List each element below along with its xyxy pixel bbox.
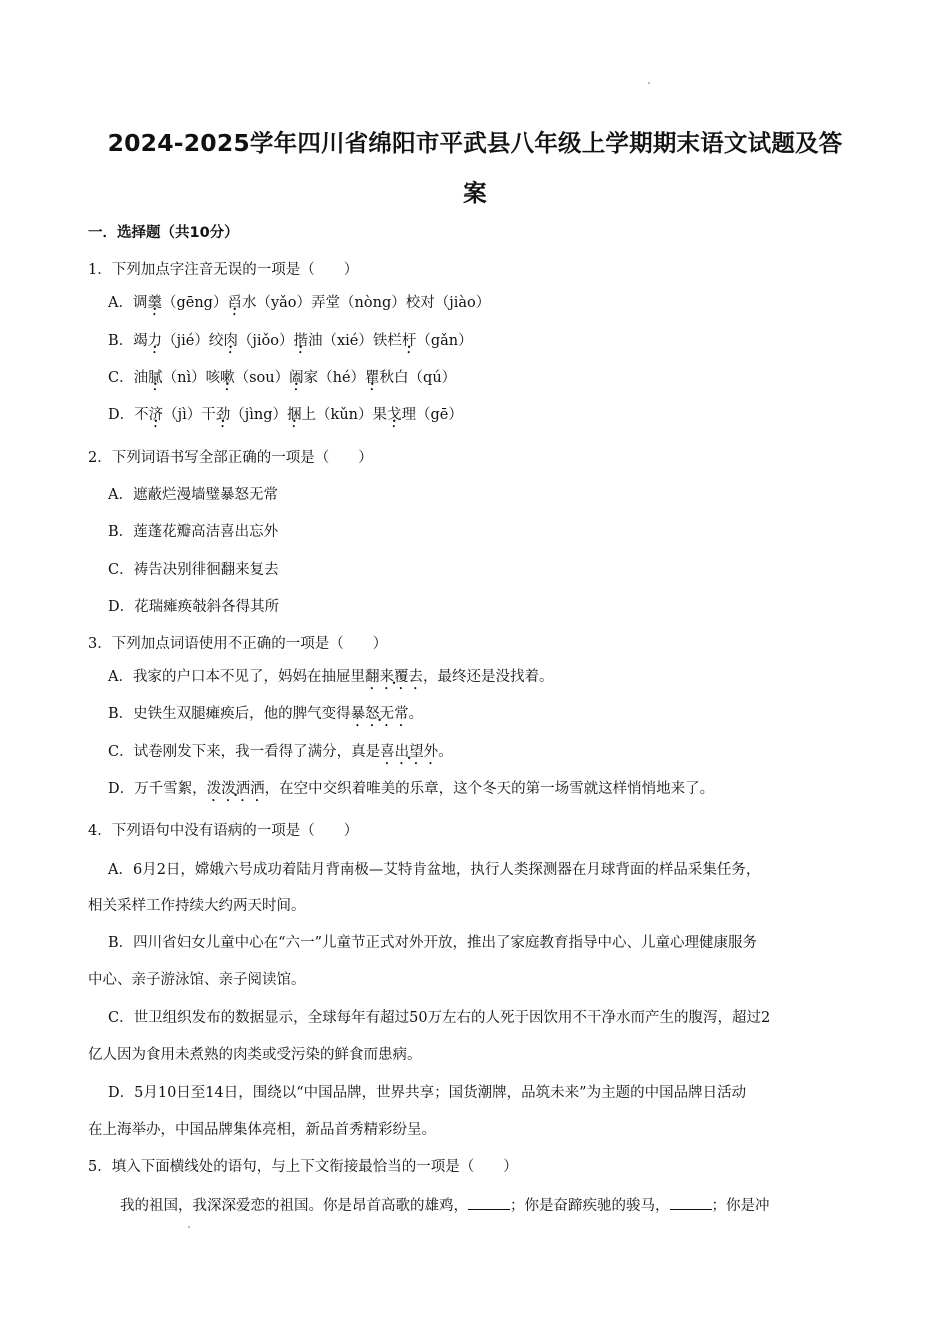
q4-option-a-line2: 相关采样工作持续大约两天时间。	[88, 898, 306, 914]
fill-blank	[468, 1195, 510, 1210]
scan-dot	[648, 82, 650, 84]
fill-blank	[670, 1195, 712, 1210]
title-line-1: 2024-2025学年四川省绵阳市平武县八年级上学期期末语文试题及答	[107, 129, 843, 157]
q2-option-b: B．莲蓬花瓣高洁喜出忘外	[108, 524, 279, 540]
scan-dot	[188, 1226, 190, 1228]
q3-option-b: B．史铁生双腿瘫痪后，他的脾气变得暴怒无常。	[108, 706, 424, 722]
q3-option-c: C．试卷刚发下来，我一看得了满分，真是喜出望外。	[108, 744, 453, 760]
q4-option-b-line2: 中心、亲子游泳馆、亲子阅读馆。	[88, 972, 306, 988]
q1-option-a: A．调羹（gēng）舀水（yǎo）弄堂（nòng）校对（jiào）	[108, 295, 491, 311]
q4-option-a-line1: A．6月2日，嫦娥六号成功着陆月背南极—艾特肯盆地，执行人类探测器在月球背面的样品采集任务，	[108, 862, 761, 878]
q1-option-c: C．油腻（nì）咳嗽（sou）阖家（hé）瞿秋白（qú）	[108, 370, 457, 386]
q4-option-b-line1: B．四川省妇女儿童中心在“六一”儿童节正式对外开放，推出了家庭教育指导中心、儿童心理健康服务	[108, 935, 757, 951]
q5-stem: 5．填入下面横线处的语句，与上下文衔接最恰当的一项是（ ）	[88, 1159, 518, 1175]
dotted-phrase: 暴怒无常	[350, 706, 409, 722]
q3-option-d: D．万千雪絮，泼泼洒洒，在空中交织着唯美的乐章，这个冬天的第一场雪就这样悄悄地来了。	[108, 781, 715, 797]
q4-option-d-line1: D．5月10日至14日，围绕以“中国品牌，世界共享；国货潮牌，品筑未来”为主题的中国品牌日活动	[108, 1085, 747, 1101]
q2-option-c: C．祷告决别徘徊翻来复去	[108, 562, 279, 578]
q4-stem: 4．下列语句中没有语病的一项是（ ）	[88, 823, 359, 839]
title-line-2: 案	[463, 179, 487, 207]
q4-option-c-line2: 亿人因为食用未煮熟的肉类或受污染的鲜食而患病。	[88, 1047, 422, 1063]
q5-passage: 我的祖国，我深深爱恋的祖国。你是昂首高歌的雄鸡， ；你是奋蹄疾驰的骏马， ；你是冲	[120, 1195, 770, 1216]
q2-option-a: A．遮蔽烂漫墙璧暴怒无常	[108, 487, 278, 503]
dotted-phrase: 喜出望外	[380, 744, 439, 760]
q4-option-d-line2: 在上海举办，中国品牌集体亮相，新品首秀精彩纷呈。	[88, 1122, 436, 1138]
q1-option-d: D．不济（jì）干劲（jìng）捆上（kǔn）果戈理（gē）	[108, 407, 463, 423]
q1-stem: 1．下列加点字注音无误的一项是（ ）	[88, 262, 359, 278]
dotted-phrase: 泼泼洒洒	[206, 781, 265, 797]
dotted-phrase: 翻来覆去	[364, 669, 423, 685]
q4-option-c-line1: C．世卫组织发布的数据显示，全球每年有超过50万左右的人死于因饮用不干净水而产生的腹泻，超过2	[108, 1010, 771, 1026]
section-heading: 一．选择题（共10分）	[88, 225, 239, 241]
q3-stem: 3．下列加点词语使用不正确的一项是（ ）	[88, 636, 388, 652]
q3-option-a: A．我家的户口本不见了，妈妈在抽屉里翻来覆去，最终还是没找着。	[108, 669, 554, 685]
page-title	[0, 118, 950, 218]
q2-stem: 2．下列词语书写全部正确的一项是（ ）	[88, 450, 373, 466]
q2-option-d: D．花瑞瘫痪攲斜各得其所	[108, 599, 280, 615]
q1-option-b: B．竭力（jié）绞肉（jiǒo）揩油（xié）铁栏杆（gǎn）	[108, 333, 473, 349]
